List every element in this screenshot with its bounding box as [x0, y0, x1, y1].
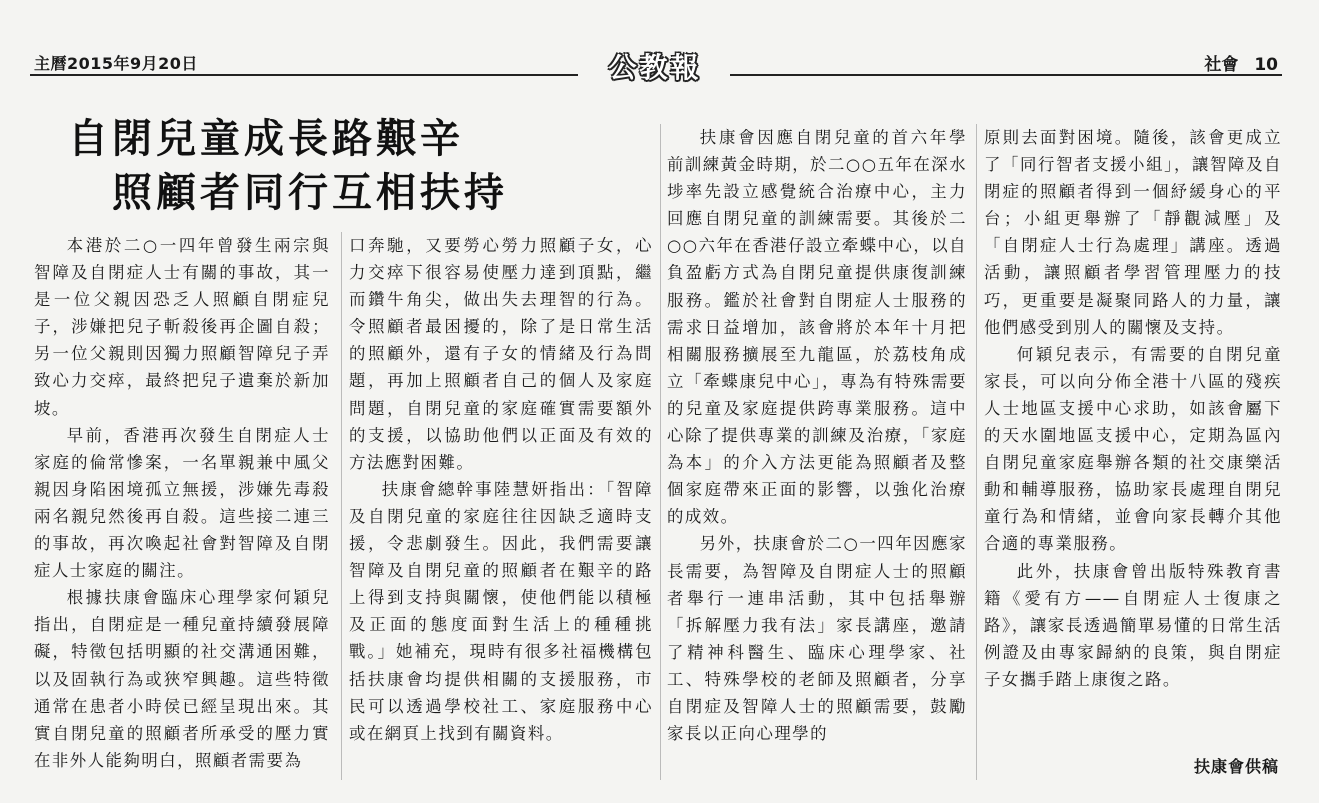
page-number: 10 — [1254, 55, 1278, 75]
column-divider — [976, 124, 977, 780]
paragraph: 早前，香港再次發生自閉症人士家庭的倫常慘案，一名單親兼中風父親因身陷困境孤立無援，涉嫌先毒殺兩名親兒然後再自殺。這些接二連三的事故，再次喚起社會對智障及自閉症人士家庭的關注。 — [34, 425, 330, 581]
article-column-1 — [34, 232, 330, 774]
section-name: 社會 — [1204, 55, 1239, 75]
paragraph: 口奔馳，又要勞心勞力照顧子女，心力交瘁下很容易使壓力達到頂點，繼而鑽牛角尖，做出失去理智的行為。令照顧者最困擾的，除了是日常生活的照顧外，還有子女的情緒及行為問題，再加上照顧者自己的個人及家庭問題，自閉兒童的家庭確實需要額外的支援，以協助他們以正面及有效的方法應對困難。 — [349, 236, 653, 472]
paragraph: 原則去面對困境。隨後，該會更成立了「同行智者支援小組」，讓智障及自閉症的照顧者得到一個紓緩身心的平台；小組更舉辦了「靜觀減壓」及「自閉症人士行為處理」講座。透過活動，讓照顧者學習管理壓力的技巧，更重要是凝聚同路人的力量，讓他們感受到別人的關懷及支持。 — [984, 128, 1282, 337]
paragraph: 本港於二○一四年曾發生兩宗與智障及自閉症人士有關的事故，其一是一位父親因恐乏人照顧自閉症兒子，涉嫌把兒子斬殺後再企圖自殺；另一位父親則因獨力照顧智障兒子弄致心力交瘁，最終把兒子遺棄於新加坡。 — [34, 236, 330, 418]
masthead: 公教報 — [608, 51, 702, 84]
section-label — [1204, 50, 1278, 75]
article-column-3 — [667, 124, 967, 747]
article-headline — [68, 112, 608, 220]
header-rule-right — [730, 74, 1282, 76]
headline-line-2: 照顧者同行互相扶持 — [112, 170, 508, 216]
paragraph: 何穎兒表示，有需要的自閉兒童家長，可以向分佈全港十八區的殘疾人士地區支援中心求助，如該會屬下的天水圍地區支援中心，定期為區內自閉兒童家庭舉辦各類的社交康樂活動和輔導服務，協助家長處理自閉兒童行為和情緒，並會向家長轉介其他合適的專業服務。 — [984, 344, 1282, 554]
header-rule-left — [30, 74, 578, 76]
article-column-2 — [349, 232, 653, 747]
page-header — [30, 46, 1282, 84]
paragraph: 根據扶康會臨床心理學家何穎兒指出，自閉症是一種兒童持續發展障礙，特徵包括明顯的社交溝通困難，以及固執行為或狹窄興趣。這些特徵通常在患者小時侯已經呈現出來。其實自閉兒童的照顧者所承受的壓力實在非外人能夠明白，照顧者需要為 — [34, 588, 330, 770]
headline-line-1: 自閉兒童成長路艱辛 — [68, 116, 464, 162]
paragraph: 另外，扶康會於二○一四年因應家長需要，為智障及自閉症人士的照顧者舉行一連串活動，其中包括舉辦「拆解壓力我有法」家長講座，邀請了精神科醫生、臨床心理學家、社工、特殊學校的老師及照顧者，分享自閉症及智障人士的照顧需要，鼓勵家長以正向心理學的 — [667, 534, 967, 744]
issue-date: 主曆2015年9月20日 — [34, 54, 198, 73]
paragraph: 此外，扶康會曾出版特殊教育書籍《愛有方——自閉症人士復康之路》，讓家長透過簡單易懂的日常生活例證及由專家歸納的良策，與自閉症子女攜手踏上康復之路。 — [984, 561, 1282, 689]
column-divider — [341, 232, 342, 780]
article-column-4 — [984, 124, 1282, 693]
paragraph: 扶康會因應自閉兒童的首六年學前訓練黃金時期，於二○○五年在深水埗率先設立感覺統合治療中心，主力回應自閉兒童的訓練需要。其後於二○○六年在香港仔設立牽蝶中心，以自負盈虧方式為自閉兒童提供康復訓練服務。鑑於社會對自閉症人士服務的需求日益增加，該會將於本年十月把相關服務擴展至九龍區，於荔枝角成立「牽蝶康兒中心」，專為有特殊需要的兒童及家庭提供跨專業服務。這中心除了提供專業的訓練及治療，「家庭為本」的介入方法更能為照顧者及整個家庭帶來正面的影響，以強化治療的成效。 — [667, 128, 967, 527]
paragraph: 扶康會總幹事陸慧妍指出：「智障及自閉兒童的家庭往往因缺乏適時支援，令悲劇發生。因此，我們需要讓智障及自閉兒童的照顧者在艱辛的路上得到支持與關懷，使他們能以積極及正面的態度面對生活上的種種挑戰。」她補充，現時有很多社福機構包括扶康會均提供相關的支援服務，市民可以透過學校社工、家庭服務中心或在網頁上找到有關資料。 — [349, 479, 653, 743]
column-divider — [660, 124, 661, 780]
article-credit: 扶康會供稿 — [1193, 757, 1279, 776]
